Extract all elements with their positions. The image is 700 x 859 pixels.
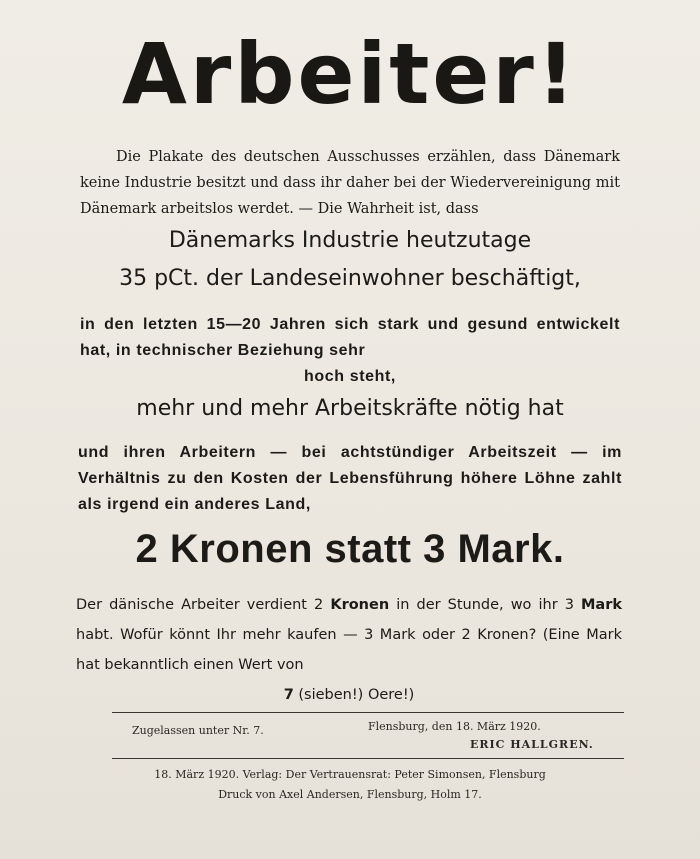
- divider-top: [112, 712, 624, 713]
- wage-kronen: Kronen: [330, 597, 390, 613]
- signature: ERIC HALLGREN.: [470, 738, 594, 751]
- wage-last-line: [76, 680, 622, 710]
- wage-text-1: Der dänische Arbeiter verdient 2: [76, 597, 331, 613]
- claim-line-1: Dänemarks Industrie heutzutage: [168, 228, 532, 253]
- approval-note: Zugelassen unter Nr. 7.: [132, 724, 264, 737]
- headline-kronen: 2 Kronen statt 3 Mark.: [135, 527, 565, 571]
- wage-text-3: habt. Wofür könnt Ihr mehr kaufen — 3 Mark oder 2 Kronen? (Eine Mark hat bekanntlich einen Wert von: [76, 627, 622, 673]
- wage-seven: 7: [283, 687, 294, 703]
- intro-paragraph: Die Plakate des deutschen Ausschusses erzählen, dass Dänemark keine Industrie besitzt und dass ihr daher bei der Wiedervereinigung mit Dänemark arbeitslos werdet. — Die Wahrheit ist, dass: [80, 149, 620, 217]
- poster-title: Arbeiter!: [121, 25, 579, 123]
- bold-block-2: und ihren Arbeitern — bei achtstündiger Arbeitszeit — im Verhältnis zu den Kosten der Lebensführung höhere Löhne zahlt als irgend ein anderes Land,: [78, 444, 622, 513]
- claim-line-2: 35 pCt. der Landeseinwohner beschäftigt,: [119, 266, 581, 291]
- wage-last-rest: (sieben!) Oere!): [293, 687, 415, 703]
- wage-paragraph: [76, 590, 622, 710]
- bold-block-1-text: in den letzten 15—20 Jahren sich stark und gesund entwickelt hat, in technischer Beziehung sehr: [80, 316, 620, 359]
- claim-line-3: mehr und mehr Arbeitskräfte nötig hat: [136, 396, 564, 421]
- bold-block-1-end: hoch steht,: [304, 368, 396, 385]
- publisher-line: 18. März 1920. Verlag: Der Vertrauensrat: Peter Simonsen, Flensburg: [154, 768, 546, 781]
- printer-line: Druck von Axel Andersen, Flensburg, Holm 17.: [218, 788, 482, 801]
- place-date: Flensburg, den 18. März 1920.: [368, 720, 541, 733]
- divider-mid: [112, 758, 624, 759]
- bold-block-1: [80, 312, 620, 390]
- wage-mark: Mark: [580, 597, 622, 613]
- wage-text-2: in der Stunde, wo ihr 3: [389, 597, 581, 613]
